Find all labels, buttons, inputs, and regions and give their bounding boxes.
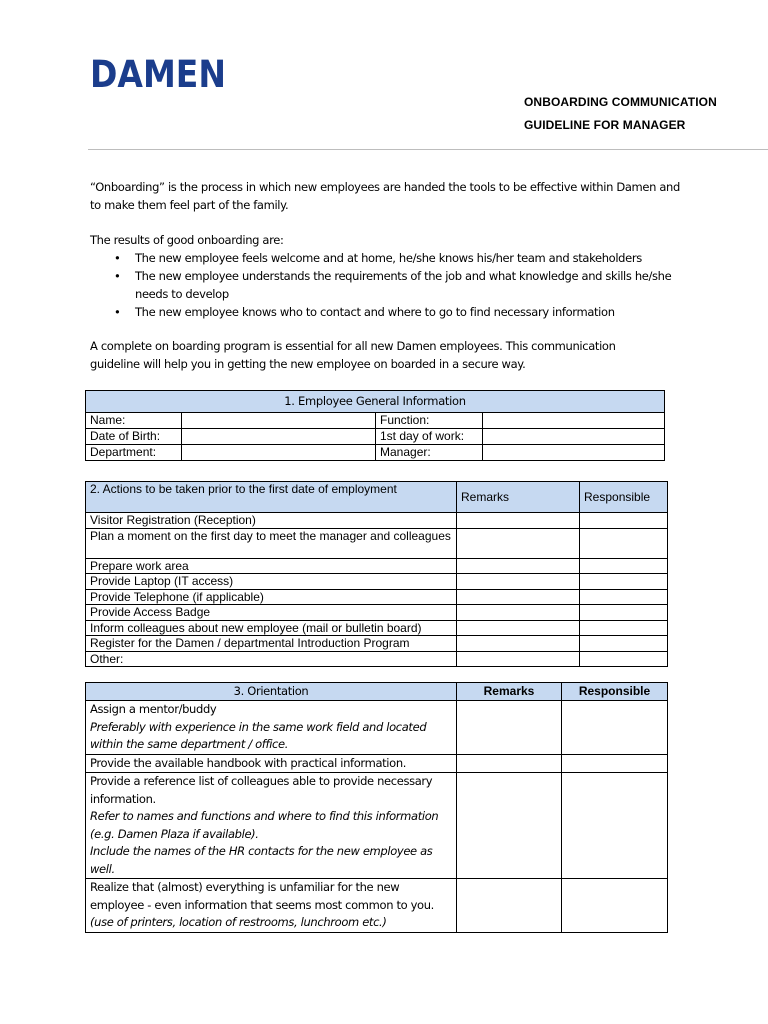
remarks-cell[interactable] — [457, 879, 562, 933]
table-row — [86, 589, 668, 605]
action-cell: Inform colleagues about new employee (mail or bulletin board) — [86, 620, 457, 636]
table-header: 1. Employee General Information — [86, 391, 665, 413]
action-cell: Provide Telephone (if applicable) — [86, 589, 457, 605]
table-row — [86, 429, 665, 445]
field-label: Name: — [86, 413, 182, 429]
responsible-cell[interactable] — [580, 558, 668, 574]
field-label: Function: — [376, 413, 483, 429]
table-header: 2. Actions to be taken prior to the first date of employment — [86, 482, 457, 513]
remarks-cell[interactable] — [457, 513, 580, 529]
action-cell: Visitor Registration (Reception) — [86, 513, 457, 529]
remarks-cell[interactable] — [457, 605, 580, 621]
orientation-note: (use of printers, location of restrooms, lunchroom etc.) — [90, 915, 387, 929]
remarks-cell[interactable] — [457, 701, 562, 755]
responsible-cell[interactable] — [562, 701, 668, 755]
action-cell: Register for the Damen / departmental Introduction Program — [86, 636, 457, 652]
table-row — [86, 574, 668, 590]
table-header: 3. Orientation — [86, 683, 457, 701]
field-value[interactable] — [483, 445, 665, 461]
svg-text:DAMEN: DAMEN — [90, 57, 226, 91]
responsible-cell[interactable] — [562, 773, 668, 879]
field-label: Manager: — [376, 445, 483, 461]
remarks-cell[interactable] — [457, 558, 580, 574]
remarks-cell[interactable] — [457, 528, 580, 558]
remarks-header: Remarks — [457, 683, 562, 701]
table-row — [86, 445, 665, 461]
actions-table — [85, 481, 668, 667]
table-row — [86, 636, 668, 652]
remarks-cell[interactable] — [457, 620, 580, 636]
action-cell: Other: — [86, 651, 457, 667]
table-row — [86, 879, 668, 933]
responsible-cell[interactable] — [580, 589, 668, 605]
orientation-item: Realize that (almost) everything is unfamiliar for the new employee - even information that seems most common to you. — [90, 880, 434, 912]
responsible-header: Responsible — [562, 683, 668, 701]
table-row — [86, 754, 668, 773]
doc-title-line2: GUIDELINE FOR MANAGER — [524, 118, 686, 132]
remarks-cell[interactable] — [457, 636, 580, 652]
responsible-cell[interactable] — [580, 605, 668, 621]
responsible-cell[interactable] — [580, 513, 668, 529]
list-item: • The new employee knows who to contact and where to go to find necessary information — [90, 303, 675, 321]
orientation-cell — [86, 773, 457, 879]
orientation-item: Provide the available handbook with practical information. — [90, 755, 407, 770]
remarks-cell[interactable] — [457, 651, 580, 667]
field-value[interactable] — [182, 429, 376, 445]
table-row — [86, 513, 668, 529]
field-value[interactable] — [182, 413, 376, 429]
remarks-cell[interactable] — [457, 773, 562, 879]
intro-paragraph: “Onboarding” is the process in which new employees are handed the tools to be effective within Damen and to make them feel part of the family. — [90, 180, 680, 212]
action-cell: Provide Access Badge — [86, 605, 457, 621]
responsible-cell[interactable] — [580, 574, 668, 590]
remarks-cell[interactable] — [457, 754, 562, 773]
field-label: Date of Birth: — [86, 429, 182, 445]
table-row — [86, 773, 668, 879]
table-row — [86, 558, 668, 574]
orientation-cell — [86, 701, 457, 755]
table-row — [86, 528, 668, 558]
remarks-cell[interactable] — [457, 589, 580, 605]
orientation-cell — [86, 879, 457, 933]
remarks-header: Remarks — [457, 482, 580, 513]
table-row — [86, 701, 668, 755]
list-item: • The new employee feels welcome and at home, he/she knows his/her team and stakeholders — [90, 249, 675, 267]
table-row — [86, 620, 668, 636]
responsible-cell[interactable] — [562, 879, 668, 933]
damen-logo — [90, 57, 230, 91]
orientation-item: Provide a reference list of colleagues able to provide necessary information. — [90, 774, 433, 806]
action-cell: Prepare work area — [86, 558, 457, 574]
table-row — [86, 605, 668, 621]
responsible-cell[interactable] — [562, 754, 668, 773]
program-paragraph: A complete on boarding program is essential for all new Damen employees. This communication guideline will help you in getting the new employee on boarded in a secure way. — [90, 339, 616, 371]
responsible-cell[interactable] — [580, 651, 668, 667]
orientation-note: Refer to names and functions and where to find this information (e.g. Damen Plaza if available). — [90, 809, 439, 841]
orientation-table — [85, 682, 668, 933]
employee-info-table — [85, 390, 665, 461]
action-cell: Provide Laptop (IT access) — [86, 574, 457, 590]
orientation-item: Assign a mentor/buddy — [90, 702, 217, 716]
action-cell: Plan a moment on the first day to meet the manager and colleagues — [86, 528, 457, 558]
responsible-cell[interactable] — [580, 620, 668, 636]
orientation-note: Preferably with experience in the same work field and located within the same department / office. — [90, 719, 427, 751]
table-row — [86, 651, 668, 667]
responsible-cell[interactable] — [580, 528, 668, 558]
remarks-cell[interactable] — [457, 574, 580, 590]
list-item: • The new employee understands the requirements of the job and what knowledge and skills he/she needs to develop — [90, 267, 675, 303]
orientation-cell — [86, 754, 457, 773]
responsible-header: Responsible — [580, 482, 668, 513]
responsible-cell[interactable] — [580, 636, 668, 652]
header-divider — [88, 149, 768, 150]
field-label: Department: — [86, 445, 182, 461]
field-label: 1st day of work: — [376, 429, 483, 445]
field-value[interactable] — [182, 445, 376, 461]
results-heading: The results of good onboarding are: — [90, 233, 284, 247]
field-value[interactable] — [483, 429, 665, 445]
doc-title-line1: ONBOARDING COMMUNICATION — [524, 95, 717, 109]
orientation-note: Include the names of the HR contacts for the new employee as well. — [90, 844, 433, 876]
field-value[interactable] — [483, 413, 665, 429]
table-row — [86, 413, 665, 429]
results-list — [90, 249, 675, 321]
